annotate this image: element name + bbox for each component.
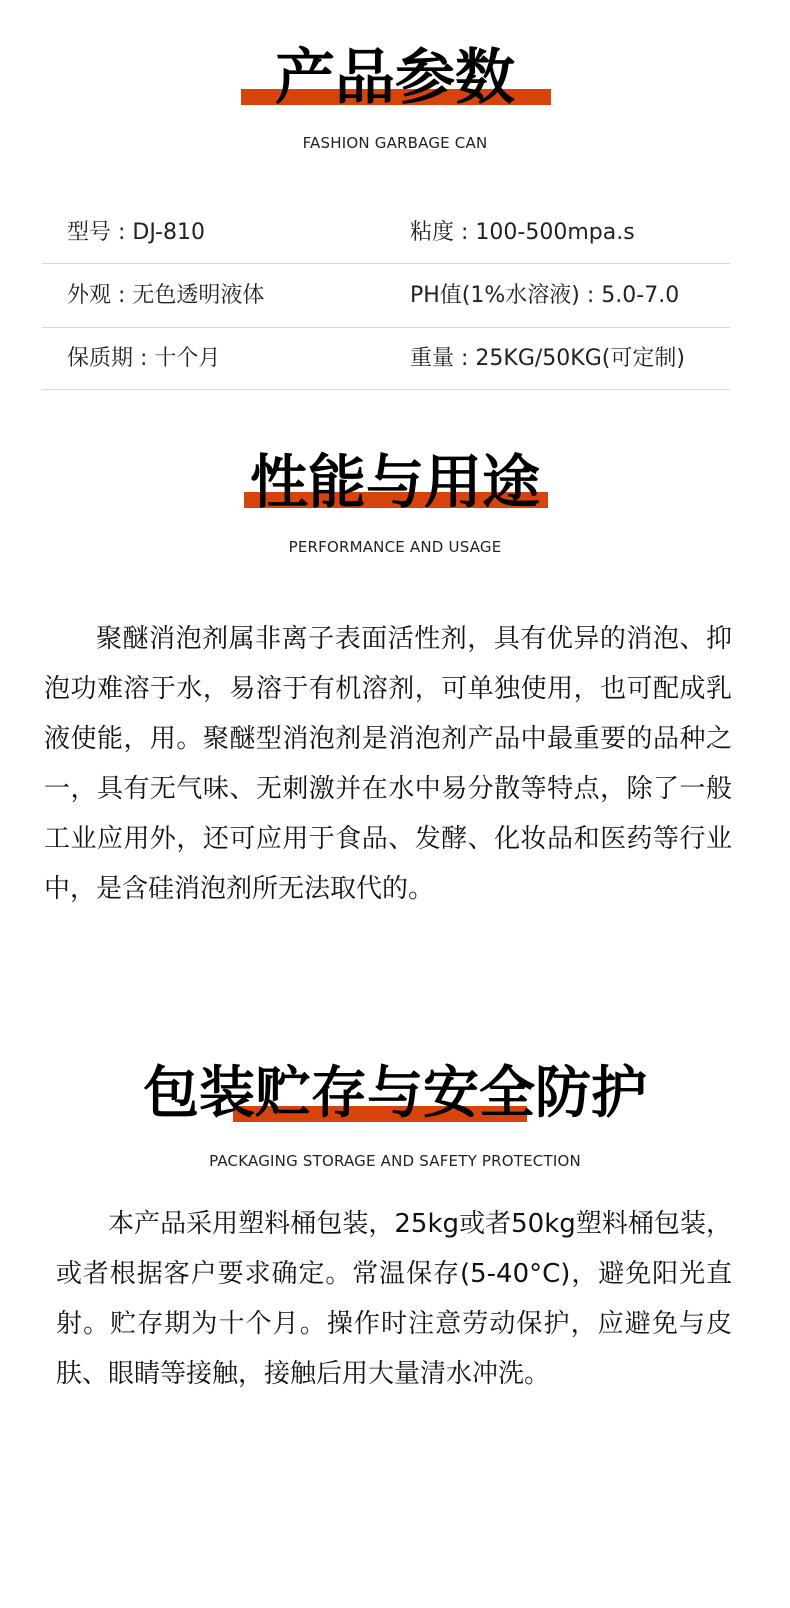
param-viscosity: 粘度 : 100-500mpa.s <box>410 220 635 245</box>
param-row <box>42 328 730 390</box>
title-wrap-params <box>275 43 515 113</box>
param-model: 型号 : DJ-810 <box>67 220 205 245</box>
section-subtitle-params: FASHION GARBAGE CAN <box>302 134 488 152</box>
param-shelf-life: 保质期 : 十个月 <box>67 346 221 371</box>
param-weight: 重量 : 25KG/50KG(可定制) <box>410 346 685 371</box>
params-table <box>42 202 730 390</box>
section-subtitle-usage: PERFORMANCE AND USAGE <box>288 538 502 556</box>
section-subtitle-packaging: PACKAGING STORAGE AND SAFETY PROTECTION <box>209 1152 581 1170</box>
param-appearance: 外观 : 无色透明液体 <box>67 283 265 308</box>
param-row <box>42 202 730 264</box>
section-title-usage: 性能与用途 <box>249 448 540 516</box>
section-title-params: 产品参数 <box>275 43 515 113</box>
section-packaging-heading <box>0 1061 790 1126</box>
packaging-paragraph: 本产品采用塑料桶包装，25kg或者50kg塑料桶包装，或者根据客户要求确定。常温保存(5-40°C)，避免阳光直射。贮存期为十个月。操作时注意劳动保护，应避免与皮肤、眼睛等接触，接触后用大量清水冲洗。 <box>56 1209 732 1389</box>
usage-paragraph: 聚醚消泡剂属非离子表面活性剂，具有优异的消泡、抑泡功难溶于水，易溶于有机溶剂，可单独使用，也可配成乳液使能，用。聚醚型消泡剂是消泡剂产品中最重要的品种之一，具有无气味、无刺激并在水中易分散等特点，除了一般工业应用外，还可应用于食品、发酵、化妆品和医药等行业中，是含硅消泡剂所无法取代的。 <box>44 624 732 904</box>
param-row <box>42 264 730 328</box>
param-ph: PH值(1%水溶液) : 5.0-7.0 <box>410 283 680 308</box>
title-wrap-packaging <box>143 1061 647 1126</box>
section-title-packaging: 包装贮存与安全防护 <box>143 1061 647 1126</box>
section-usage-heading <box>0 448 790 516</box>
title-wrap-usage <box>249 448 540 516</box>
section-params-heading <box>0 43 790 113</box>
